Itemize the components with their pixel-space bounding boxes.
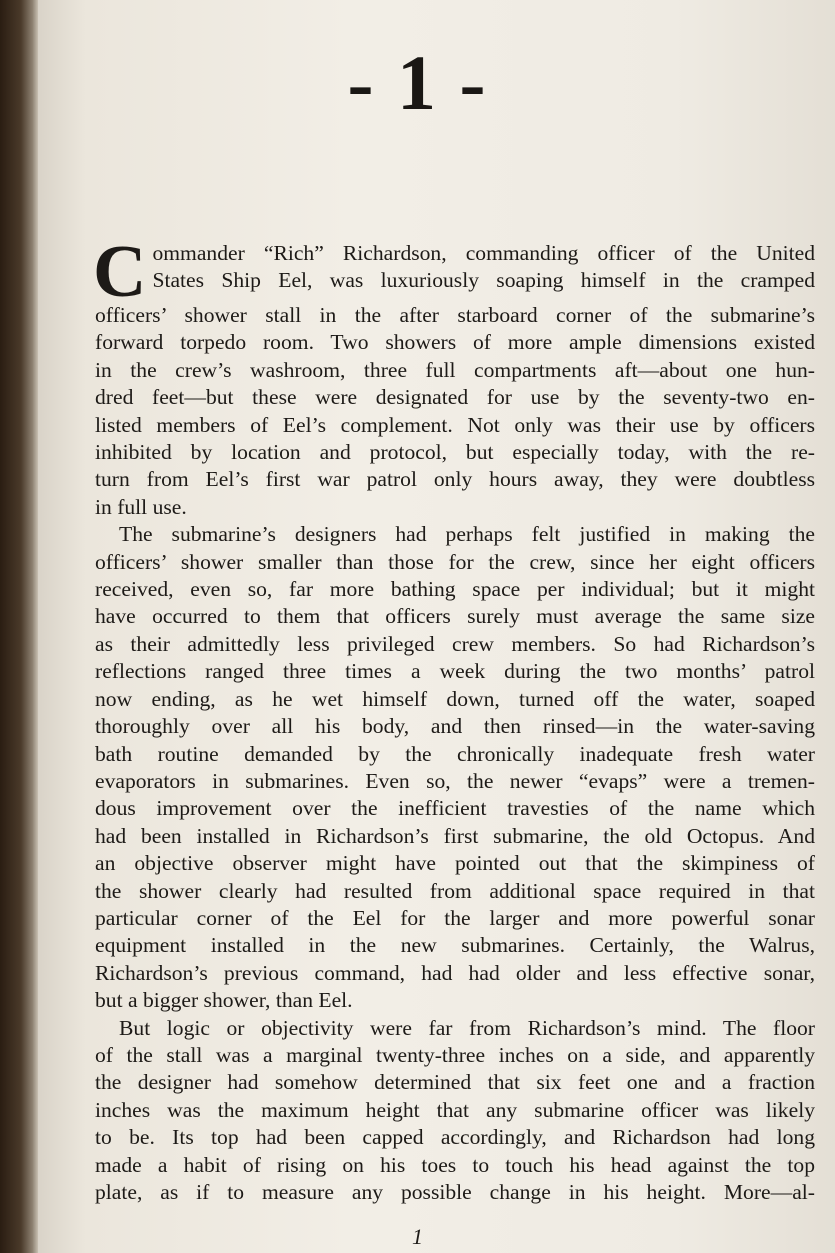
text-line: now ending, as he wet himself down, turned off the water, soaped — [95, 686, 815, 711]
paragraph-2 — [95, 521, 815, 1014]
text-line: had been installed in Richardson’s first submarine, the old Octopus. And — [95, 823, 815, 848]
book-spine-shadow — [0, 0, 38, 1253]
text-line: as their admittedly less privileged crew members. So had Richardson’s — [95, 631, 815, 656]
text-line: an objective observer might have pointed out that the skimpiness of — [95, 851, 815, 876]
chapter-heading: - 1 - — [347, 39, 488, 126]
text-line: inches was the maximum height that any submarine officer was likely — [95, 1097, 815, 1122]
text-line: reflections ranged three times a week during the two months’ patrol — [95, 659, 815, 684]
text-line: received, even so, far more bathing space per individual; but it might — [95, 577, 815, 602]
text-line: but a bigger shower, than Eel. — [95, 988, 353, 1013]
paragraph-3 — [95, 1015, 815, 1207]
text-line: ommander “Rich” Richardson, commanding officer of the United — [152, 241, 815, 265]
paragraph-1 — [93, 231, 815, 521]
text-line: But logic or objectivity were far from Richardson’s mind. The floor — [119, 1015, 815, 1040]
text-line: Richardson’s previous command, had had older and less effective sonar, — [95, 960, 815, 985]
page-number: 1 — [412, 1224, 423, 1249]
text-line: turn from Eel’s first war patrol only hours away, they were doubtless — [95, 467, 815, 492]
text-line: particular corner of the Eel for the larger and more powerful sonar — [95, 905, 815, 930]
text-line: the shower clearly had resulted from additional space required in that — [95, 878, 815, 903]
text-line: bath routine demanded by the chronically inadequate fresh water — [95, 741, 815, 766]
text-line: the designer had somehow determined that six feet one and a fraction — [95, 1070, 815, 1095]
text-line: The submarine’s designers had perhaps felt justified in making the — [119, 522, 815, 547]
text-line: of the stall was a marginal twenty-three inches on a side, and apparently — [95, 1042, 815, 1067]
text-line: in the crew’s washroom, three full compartments aft—about one hun- — [95, 357, 815, 382]
text-line: officers’ shower smaller than those for the crew, since her eight officers — [95, 549, 815, 574]
text-line: forward torpedo room. Two showers of more ample dimensions existed — [95, 330, 815, 355]
text-line: plate, as if to measure any possible change in his height. More—al- — [95, 1180, 815, 1204]
text-line: have occurred to them that officers surely must average the same size — [95, 604, 815, 629]
body-text — [93, 231, 815, 1206]
text-line: inhibited by location and protocol, but especially today, with the re- — [95, 440, 815, 465]
text-line: dred feet—but these were designated for use by the seventy-two en- — [95, 385, 815, 410]
text-line: evaporators in submarines. Even so, the newer “evaps” were a tremen- — [95, 768, 815, 793]
text-line: made a habit of rising on his toes to touch his head against the top — [95, 1152, 815, 1177]
text-line: States Ship Eel, was luxuriously soaping himself in the cramped — [152, 268, 815, 293]
drop-cap: C — [93, 231, 147, 313]
text-line: equipment installed in the new submarines. Certainly, the Walrus, — [95, 933, 815, 958]
text-line: in full use. — [95, 494, 187, 519]
text-line: to be. Its top had been capped accordingly, and Richardson had long — [95, 1125, 815, 1150]
text-line: listed members of Eel’s complement. Not only was their use by officers — [95, 412, 815, 437]
text-line: dous improvement over the inefficient travesties of the name which — [95, 796, 815, 821]
text-line: thoroughly over all his body, and then rinsed—in the water-saving — [95, 714, 815, 739]
text-line: officers’ shower stall in the after starboard corner of the submarine’s — [95, 303, 815, 327]
